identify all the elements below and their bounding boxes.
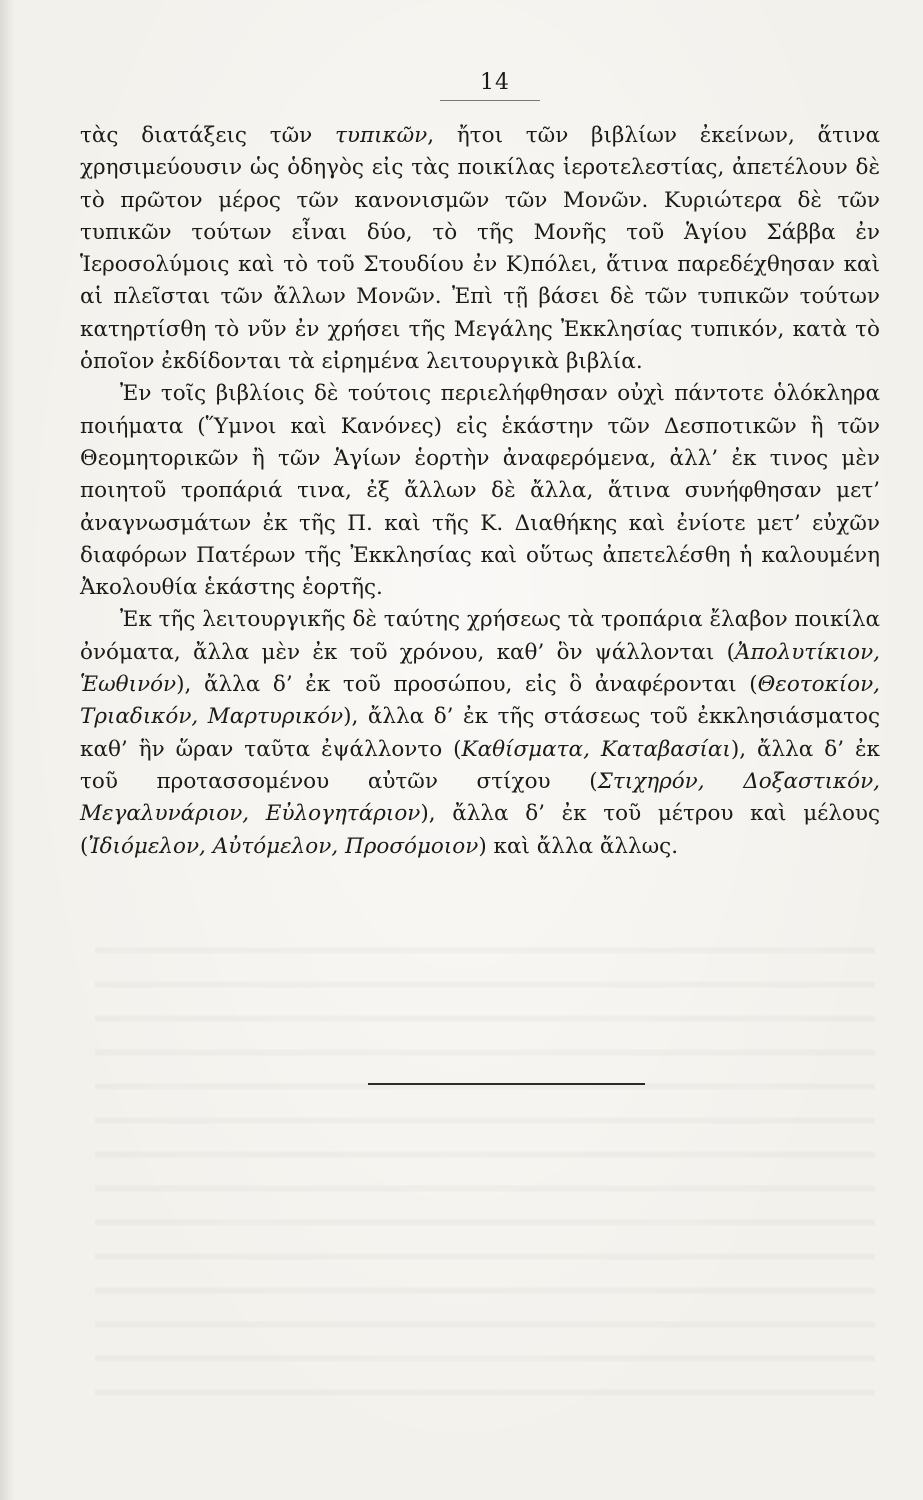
italic-term: Θεοτοκίον, Τριαδικόν, Μαρτυρικόν xyxy=(80,672,880,730)
text-run: ), ἄλλα δ’ ἐκ τοῦ μέτρου καὶ μέλους ( xyxy=(80,801,880,859)
italic-term: Ἰδιόμελον, Αὐτόμελον, Προσόμοιον xyxy=(88,833,479,859)
text-run: τὰς διατάξεις τῶν xyxy=(80,123,336,148)
text-run: , ἤτοι τῶν βιβλίων ἐκείνων, ἅτινα χρησιμεύουσιν ὡς ὁδηγὸς εἰς τὰς ποικίλας ἱεροτελεστίας, ἀπετέλουν δὲ τὸ πρῶτον μέρος τῶν κανονισμῶν τῶν Μονῶν. Κυριώτερα δὲ τῶν τυπικῶν τούτων εἶναι δύο, τὸ τῆς Μονῆς τοῦ Ἁγίου Σάββα ἐν Ἱεροσολύμοις καὶ τὸ τοῦ Στουδίου ἐν Κ)πόλει, ἅτινα παρεδέχθησαν καὶ αἱ πλεῖσται τῶν ἄλλων Μονῶν. Ἐπὶ τῇ βάσει δὲ τῶν τυπικῶν τούτων κατηρτίσθη τὸ νῦν ἐν χρήσει τῆς Μεγάλης Ἐκκλησίας τυπικόν, κατὰ τὸ ὁποῖον ἐκδίδονται τὰ εἰρημένα λειτουργικὰ βιβλία. xyxy=(80,123,880,375)
paragraph-1 xyxy=(80,120,880,378)
italic-term: τυπικῶν xyxy=(335,123,428,148)
page-edge-shadow xyxy=(0,0,14,1500)
page-number: 14 xyxy=(480,70,510,95)
body-text xyxy=(80,120,880,863)
text-run: ), ἄλλα δ’ ἐκ τοῦ προσώπου, εἰς ὃ ἀναφέρονται ( xyxy=(176,672,758,698)
footnote-rule xyxy=(368,1083,645,1085)
italic-term: Ἀπολυτίκιον, Ἑωθινόν xyxy=(80,639,880,698)
italic-term: Στιχηρόν, Δοξαστικόν, Μεγαλυνάριον, Εὐλογητάριον xyxy=(80,768,880,827)
text-run: Ἐκ τῆς λειτουργικῆς δὲ ταύτης χρήσεως τὰ τροπάρια ἔλαβον ποικίλα ὀνόματα, ἄλλα μὲν ἐκ τοῦ χρόνου, καθ’ ὃν ψάλλονται ( xyxy=(80,607,880,665)
paragraph-3 xyxy=(80,604,880,862)
text-run: ) καὶ ἄλλα ἄλλως. xyxy=(478,833,679,859)
show-through-texture xyxy=(95,925,875,1405)
paragraph-2 xyxy=(80,378,880,604)
text-run: Ἐν τοῖς βιβλίοις δὲ τούτοις περιελήφθησαν οὐχὶ πάντοτε ὁλόκληρα ποιήματα (Ὕμνοι καὶ Κανόνες) εἰς ἑκάστην τῶν Δεσποτικῶν ἢ τῶν Θεομητορικῶν ἢ τῶν Ἁγίων ἑορτὴν ἀναφερόμενα, ἀλλ’ ἐκ τινος μὲν ποιητοῦ τροπάριά τινα, ἐξ ἄλλων δὲ ἄλλα, ἅτινα συνήφθησαν μετ’ ἀναγνωσμάτων ἐκ τῆς Π. καὶ τῆς Κ. Διαθήκης καὶ ἐνίοτε μετ’ εὐχῶν διαφόρων Πατέρων τῆς Ἐκκλησίας καὶ οὕτως ἀπετελέσθη ἡ καλουμένη Ἀκολουθία ἑκάστης ἑορτῆς. xyxy=(80,381,880,601)
text-run: ), ἄλλα δ’ ἐκ τοῦ προτασσομένου αὐτῶν στίχου ( xyxy=(80,736,880,794)
header-rule xyxy=(440,100,540,101)
italic-term: Καθίσματα, Καταβασίαι xyxy=(461,736,731,762)
text-run: ), ἄλλα δ’ ἐκ τῆς στάσεως τοῦ ἐκκλησιάσματος καθ’ ἣν ὥραν ταῦτα ἐψάλλοντο ( xyxy=(80,704,881,762)
